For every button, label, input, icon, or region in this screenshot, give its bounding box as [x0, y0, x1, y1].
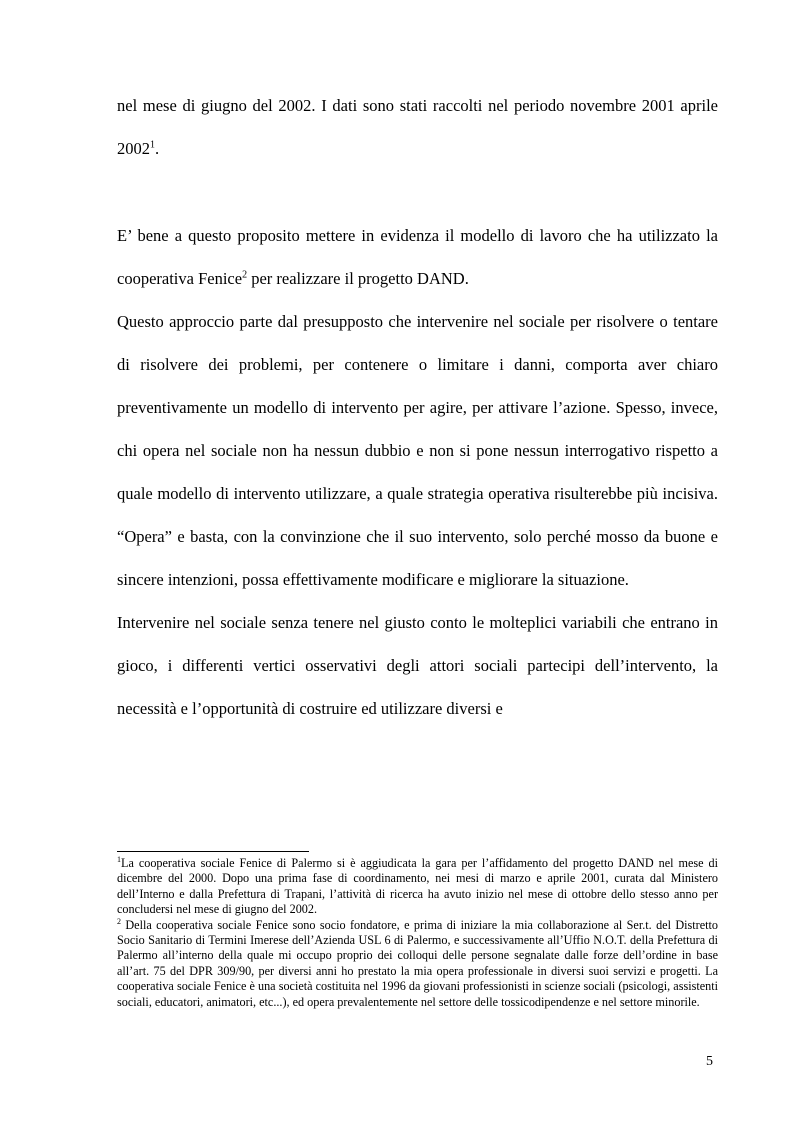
- footnote-2-text: Della cooperativa sociale Fenice sono socio fondatore, e prima di iniziare la mia collaborazione al Ser.t. del Distretto Socio Sanitario di Termini Imerese dell’Azienda USL 6 di Palermo, e successivamente all’Uffio N.O.T. della Prefettura di Palermo all’interno della quale mi occupo proprio dei colloqui delle persone segnalate dalle forze dell’ordine in base all’art. 75 del DPR 309/90, per diversi anni ho prestato la mia opera professionale in diversi suoi servizi e progetti. La cooperativa sociale Fenice è una società costituita nel 1996 da giovani professionisti in scienze sociali (psicologi, assistenti sociali, educatori, animatori, etc...), ed opera prevalentemente nel settore delle tossicodipendenze e nel settore minorile.: [117, 917, 718, 1009]
- paragraph-2-end: per realizzare il progetto DAND.: [247, 269, 469, 288]
- paragraph-2-text: E’ bene a questo proposito mettere in evidenza il modello di lavoro che ha utilizzato la cooperativa Fenice: [117, 226, 718, 288]
- paragraph-1-text: nel mese di giugno del 2002. I dati sono stati raccolti nel periodo novembre 2001 aprile 2002: [117, 96, 718, 158]
- paragraph-3: Questo approccio parte dal presupposto che intervenire nel sociale per risolvere o tentare di risolvere dei problemi, per contenere o limitare i danni, comporta aver chiaro preventivamente un modello di intervento per agire, per attivare l’azione. Spesso, invece, chi opera nel sociale non ha nessun dubbio e non si pone nessun interrogativo rispetto a quale modello di intervento utilizzare, a quale strategia operativa risulterebbe più incisiva. “Opera” e basta, con la convinzione che il suo intervento, solo perché mosso da buone e sincere intenzioni, possa effettivamente modificare e migliorare la situazione.: [117, 312, 718, 589]
- footnote-1-mark: 1: [117, 854, 121, 864]
- footnote-ref-2[interactable]: 2: [242, 269, 248, 281]
- footnote-1-text: La cooperativa sociale Fenice di Palermo si è aggiudicata la gara per l’affidamento del progetto DAND nel mese di dicembre del 2000. Dopo una prima fase di coordinamento, nei mesi di marzo e aprile 2001, curata dal Ministero dell’Interno e dalla Prefettura di Trapani, l’attività di ricerca ha avuto inizio nel mese di ottobre dello stesso anno per concludersi nel mese di giugno del 2002.: [117, 856, 718, 917]
- paragraph-4: Intervenire nel sociale senza tenere nel giusto conto le molteplici variabili che entrano in gioco, i differenti vertici osservativi degli attori sociali partecipi dell’intervento, la necessità e l’opportunità di costruire ed utilizzare diversi e: [117, 613, 718, 718]
- paragraph-1: [117, 84, 718, 170]
- footnote-separator: [117, 851, 309, 852]
- footnotes: [117, 856, 718, 1010]
- footnote-2: [117, 918, 718, 1010]
- footnote-ref-1[interactable]: 1: [150, 139, 155, 151]
- paragraph-1-end: .: [155, 139, 160, 158]
- page-number: 5: [706, 1054, 713, 1069]
- main-text: [117, 84, 718, 730]
- paragraph-2: [117, 214, 718, 300]
- footnote-2-mark: 2: [117, 916, 121, 926]
- footnote-1: [117, 856, 718, 918]
